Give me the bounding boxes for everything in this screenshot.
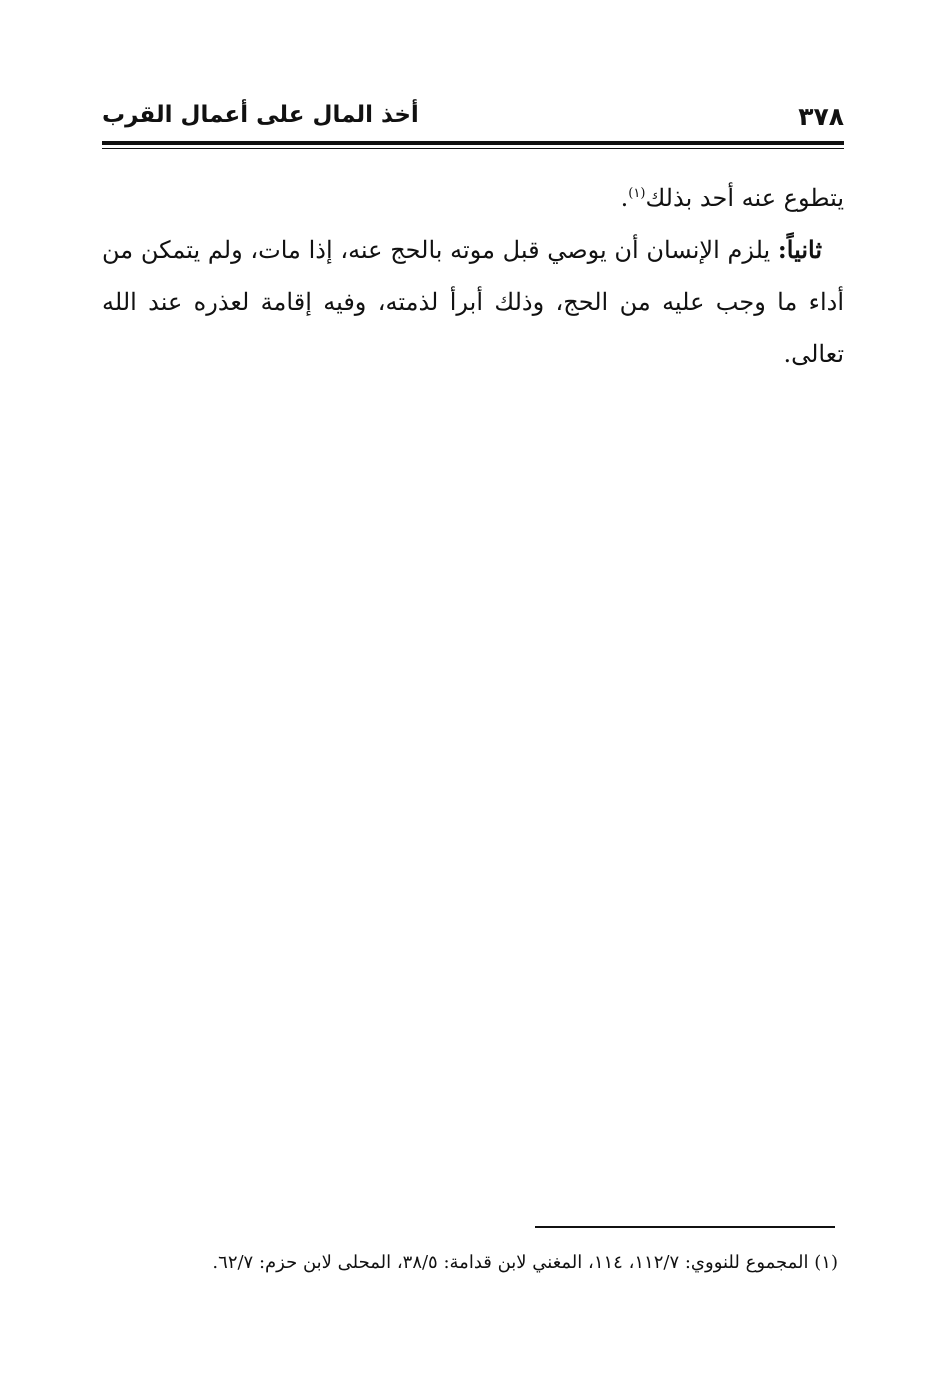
footnote-separator	[535, 1226, 835, 1228]
footnote-1: (١) المجموع للنووي: ١١٢/٧، ١١٤، المغني لابن قدامة: ٣٨/٥، المحلى لابن حزم: ٦٢/٧.	[212, 1252, 838, 1273]
body-text	[102, 172, 844, 380]
paragraph-2-lead: ثانياً:	[777, 235, 822, 264]
paragraph-1-period: .	[620, 184, 629, 212]
running-title: أخذ المال على أعمال القرب	[102, 102, 419, 128]
page-number: ٣٧٨	[798, 102, 844, 131]
paragraph-1	[102, 172, 844, 224]
paragraph-1-text: يتطوع عنه أحد بذلك	[645, 184, 844, 212]
header-rule-thick	[102, 141, 844, 145]
page-header	[102, 98, 844, 138]
paragraph-2-text: يلزم الإنسان أن يوصي قبل موته بالحج عنه، إذا مات، ولم يتمكن من أداء ما وجب عليه من الحج، وذلك أبرأ لذمته، وفيه إقامة لعذره عند الله تعالى.	[102, 236, 844, 368]
header-rule-thin	[102, 148, 844, 149]
paragraph-2	[102, 224, 844, 380]
footnote-reference: (١)	[628, 186, 646, 201]
